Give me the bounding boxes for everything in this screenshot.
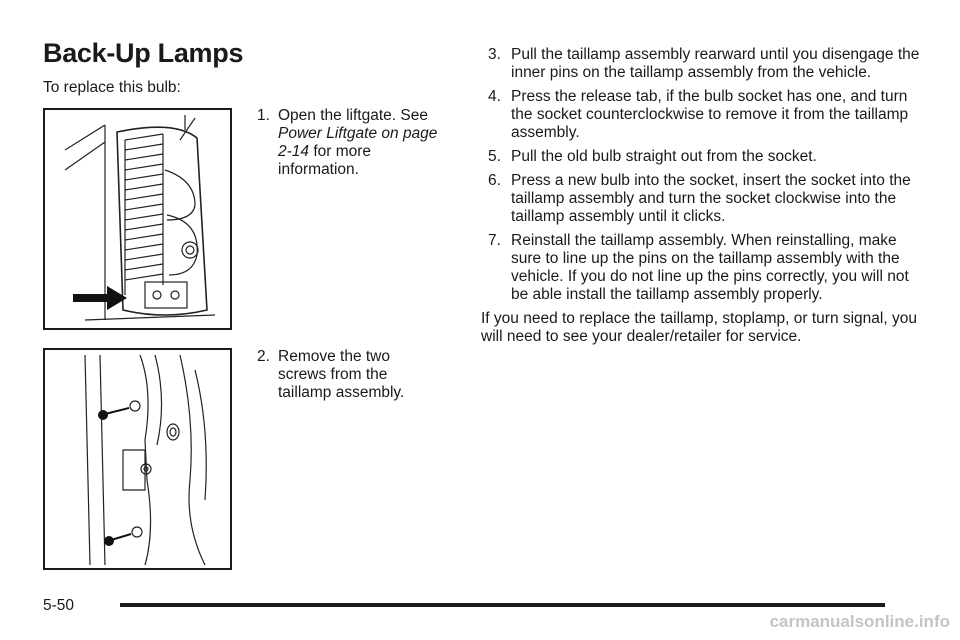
- taillamp-screws-illustration: [43, 348, 232, 570]
- step-text: for more information.: [278, 143, 372, 178]
- step-text: Open the liftgate. See: [278, 107, 428, 124]
- page-number: 5-50: [43, 597, 75, 614]
- step-text: Remove the two screws from the taillamp assembly.: [278, 348, 405, 401]
- step-text: Reinstall the taillamp assembly. When reinstalling, make sure to line up the pins on the taillamp assembly with the vehicle. If you do not line up the pins correctly, you will not be able install the taillamp assembly properly.: [511, 232, 909, 303]
- step-number: 3.: [488, 46, 501, 63]
- taillamp-socket-illustration: [43, 108, 232, 330]
- step-6: [481, 172, 921, 226]
- step-text: Press the release tab, if the bulb socket has one, and turn the socket counterclockwise to remove it from the taillamp assembly.: [511, 88, 909, 141]
- step-4: [481, 88, 921, 142]
- step-7: [481, 232, 921, 304]
- footer-rule: [120, 603, 885, 607]
- step-3: [481, 46, 921, 82]
- step-number: 1.: [257, 107, 270, 124]
- intro-text: To replace this bulb:: [43, 79, 181, 96]
- step-5: [481, 148, 921, 166]
- step-number: 4.: [488, 88, 501, 105]
- step-1: [257, 107, 447, 179]
- step-text: Pull the old bulb straight out from the socket.: [511, 148, 817, 165]
- step-number: 6.: [488, 172, 501, 189]
- cross-reference-link[interactable]: Power Liftgate on page 2-14: [278, 125, 438, 160]
- step-text: Pull the taillamp assembly rearward until you disengage the inner pins on the taillamp assembly from the vehicle.: [511, 46, 920, 81]
- taillamp-screws-drawing: [45, 350, 230, 568]
- watermark: carmanualsonline.info: [769, 612, 950, 631]
- closing-paragraph: If you need to replace the taillamp, stoplamp, or turn signal, you will need to see your dealer/retailer for service.: [481, 310, 917, 345]
- page-title: Back-Up Lamps: [43, 38, 244, 68]
- step-number: 7.: [488, 232, 501, 249]
- right-column: [481, 46, 921, 346]
- step-number: 5.: [488, 148, 501, 165]
- step-2: [257, 348, 447, 402]
- step-number: 2.: [257, 348, 270, 365]
- taillamp-socket-drawing: [45, 110, 230, 328]
- step-text: Press a new bulb into the socket, insert the socket into the taillamp assembly and turn the socket clockwise into the taillamp assembly until it clicks.: [511, 172, 911, 225]
